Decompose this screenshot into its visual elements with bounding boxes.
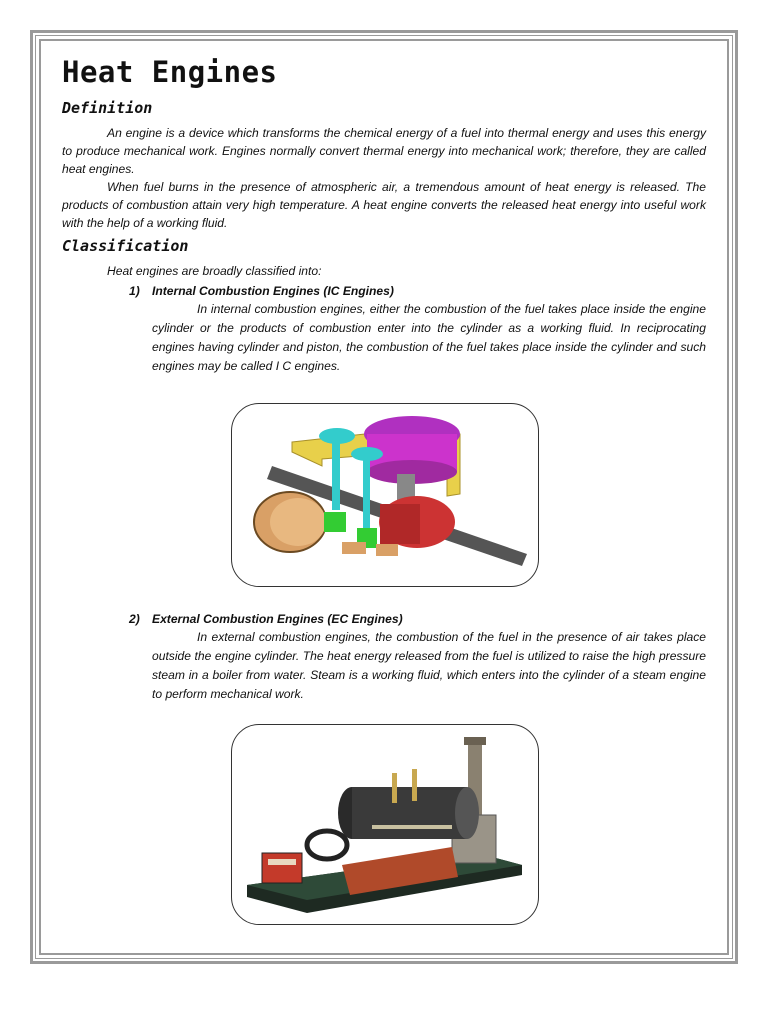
- definition-paragraph-2: When fuel burns in the presence of atmospheric air, a tremendous amount of heat energy is released. The products of combustion attain very high temperature. A heat engine converts the released heat energy into useful work with the help of a working fluid.: [62, 180, 706, 230]
- ic-engine-illustration: [232, 404, 538, 586]
- steam-engine-illustration: [232, 725, 538, 924]
- document-body-continued: [62, 610, 706, 704]
- classification-intro: Heat engines are broadly classified into:: [107, 264, 322, 278]
- list-item-number: 1): [129, 284, 140, 298]
- definition-paragraph-1: An engine is a device which transforms the chemical energy of a fuel into thermal energy and uses this energy to produce mechanical work. Engines normally convert thermal energy into mechanical work; therefore, they are called heat engines.: [62, 126, 706, 176]
- list-item-body: In external combustion engines, the combustion of the fuel in the presence of air takes place outside the engine cylinder. The heat energy released from the fuel is utilized to raise the high pressure steam in a boiler from water. Steam is a working fluid, which enters into the cylinder of a steam engine to perform mechanical work.: [152, 630, 706, 701]
- classification-heading: Classification: [62, 237, 189, 255]
- definition-heading: Definition: [62, 99, 153, 117]
- list-item-ec-engines: [129, 610, 706, 704]
- list-item-title: External Combustion Engines (EC Engines): [152, 612, 403, 626]
- list-item-ic-engines: [129, 282, 706, 376]
- steam-engine-image: [231, 724, 539, 925]
- page-title: Heat Engines: [62, 55, 278, 89]
- list-item-title: Internal Combustion Engines (IC Engines): [152, 284, 394, 298]
- document-body: [62, 52, 706, 376]
- list-item-number: 2): [129, 612, 140, 626]
- ic-engine-image: [231, 403, 539, 587]
- list-item-body: In internal combustion engines, either the combustion of the fuel takes place inside the engine cylinder or the products of combustion enter into the cylinder as a working fluid. In reciprocating engines having cylinder and piston, the combustion of the fuel takes place inside the cylinder and such engines may be called I C engines.: [152, 302, 706, 373]
